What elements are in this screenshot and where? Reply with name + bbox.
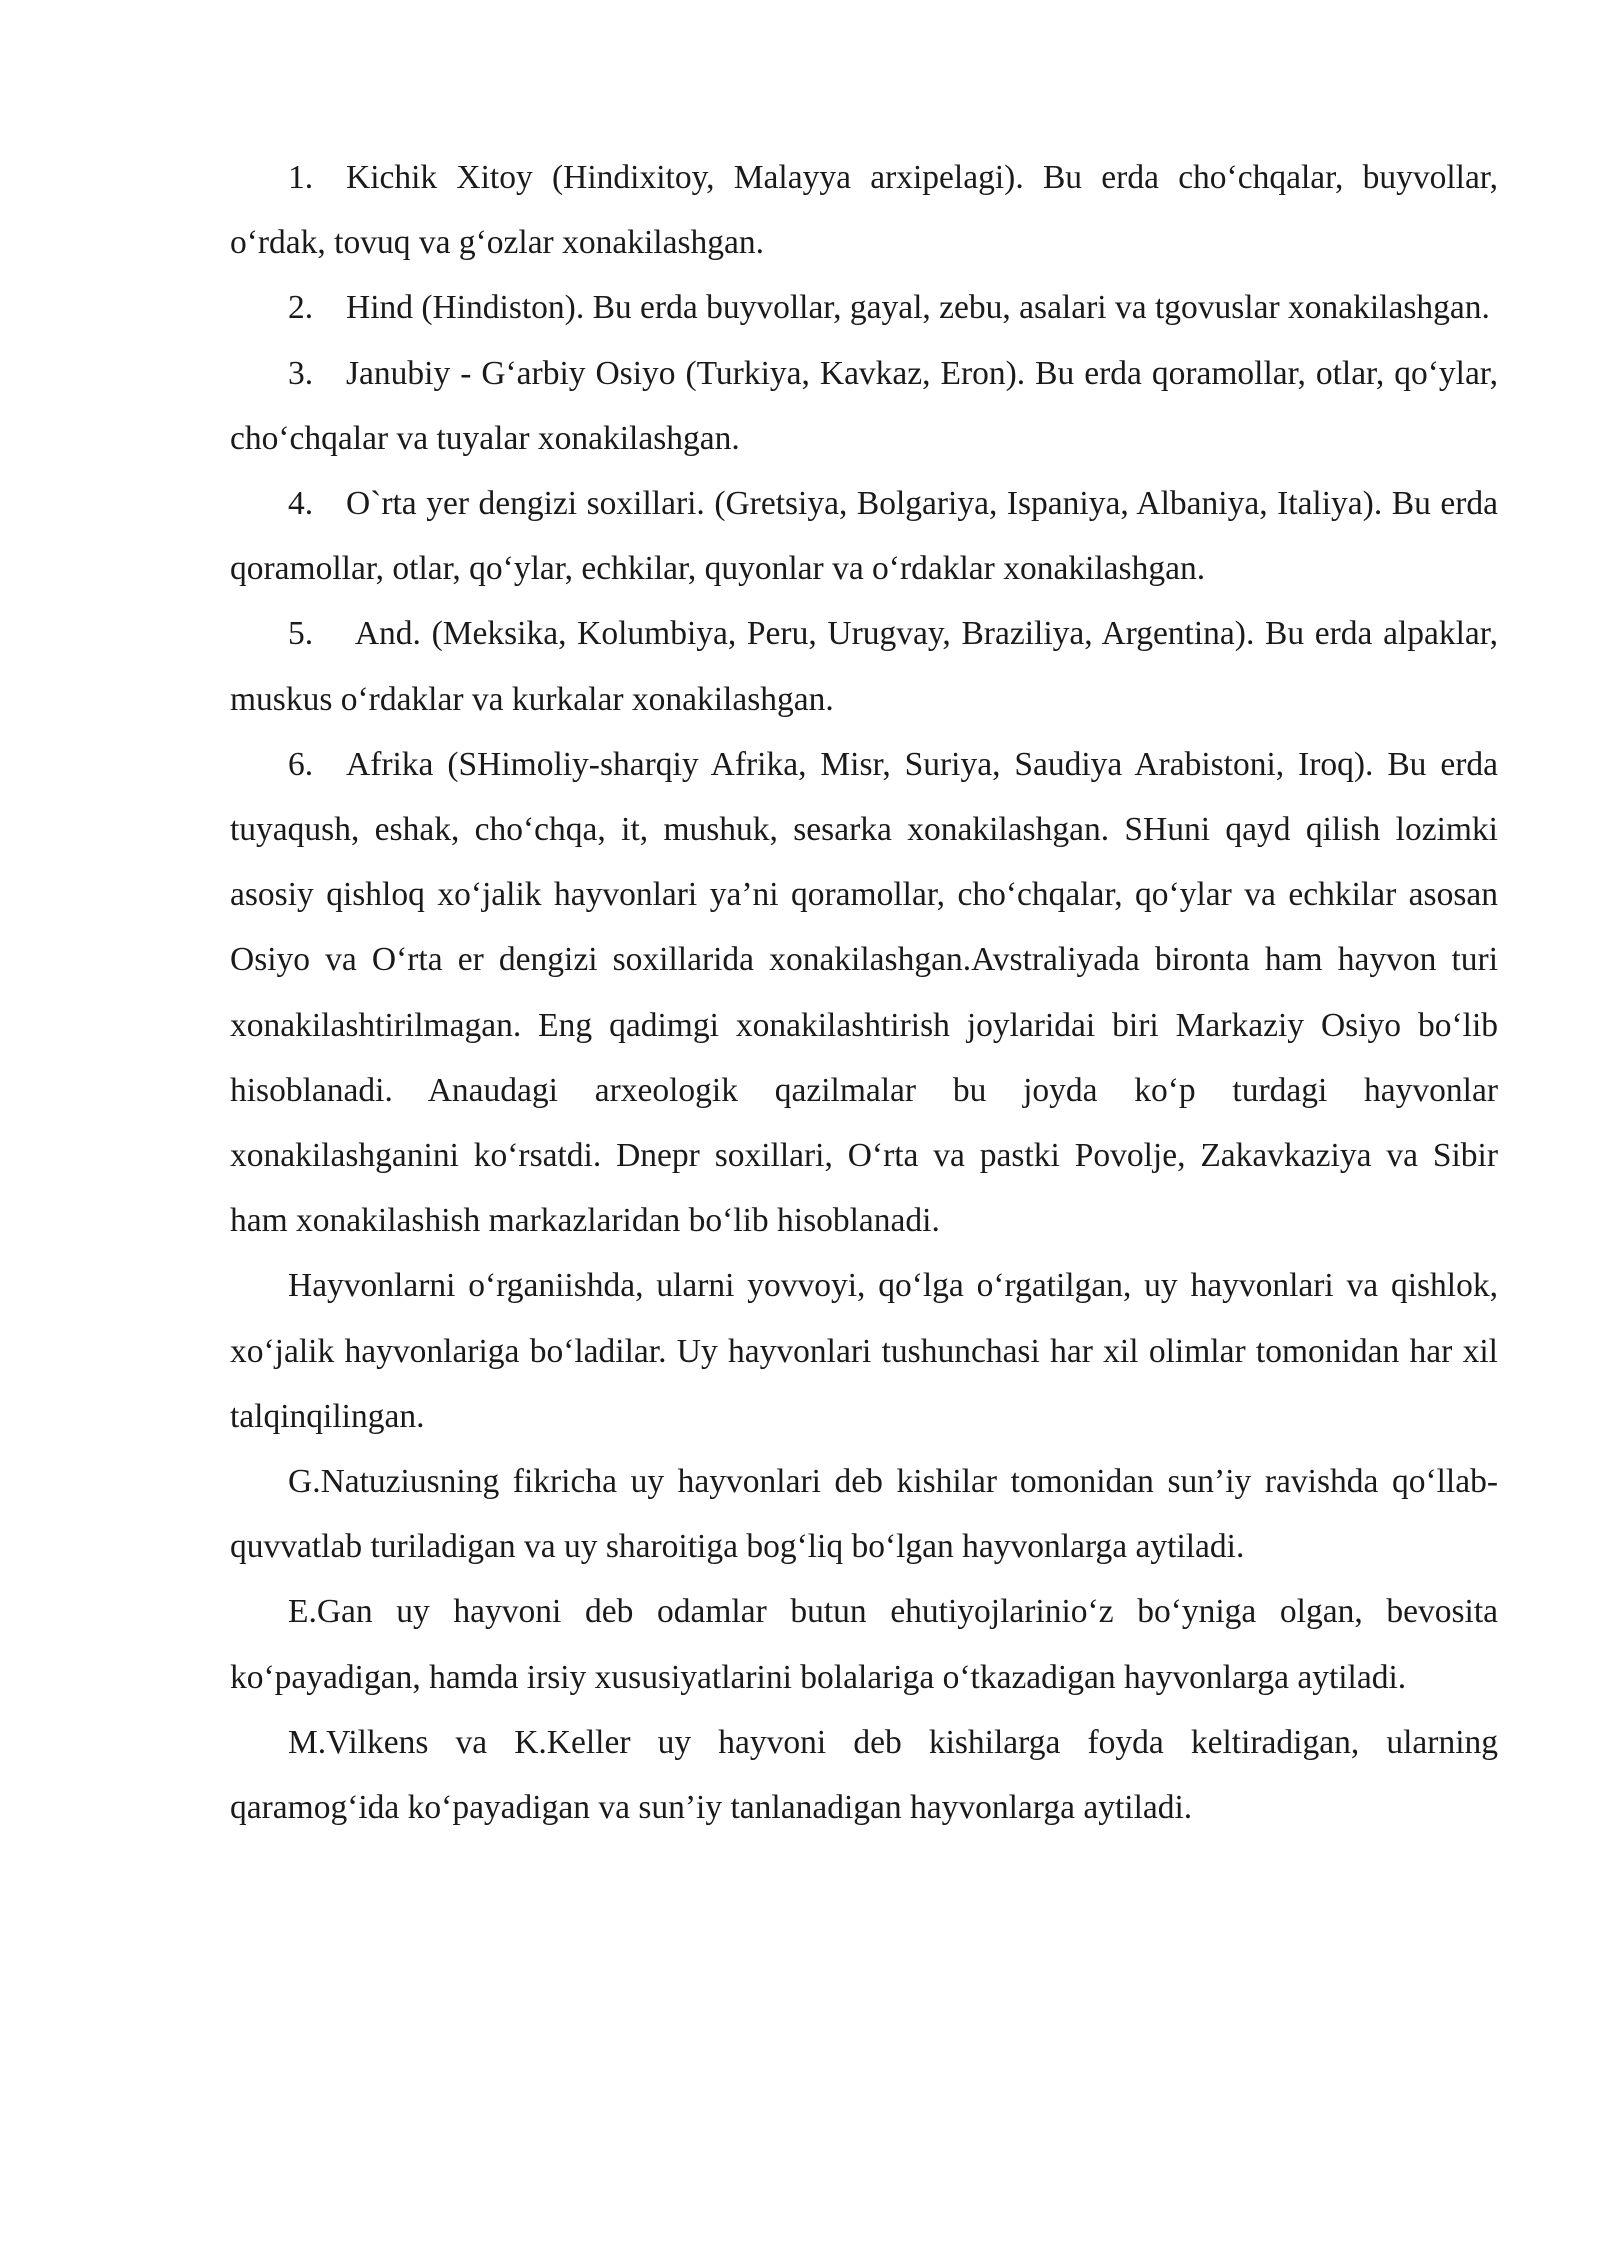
body-paragraph-1: Hayvonlarni o‘rganiishda, ularni yovvoyi, qo‘lga o‘rgatilgan, uy hayvonlari va qishlok, xo‘jalik hayvonlariga bo‘ladilar. Uy hayvonlari tushunchasi har xil olimlar tomonidan har xil talqinqilingan. <box>230 1267 1498 1435</box>
list-item-text: O`rta yer dengizi soxillari. (Gretsiya, Bolgariya, Ispaniya, Albaniya, Italiya). Bu erda qoramollar, otlar, qo‘ylar, echkilar, quyonlar va o‘rdaklar xonakilashgan. <box>230 485 1498 588</box>
list-item-2 <box>230 275 1498 340</box>
body-paragraph-3: E.Gan uy hayvoni deb odamlar butun ehutiyojlarinio‘z bo‘yniga olgan, bevosita ko‘payadigan, hamda irsiy xususiyatlarini bolalariga o‘tkazadigan hayvonlarga aytiladi. <box>230 1593 1498 1696</box>
document-page <box>230 145 1498 1840</box>
list-item-text: Janubiy - G‘arbiy Osiyo (Turkiya, Kavkaz, Eron). Bu erda qoramollar, otlar, qo‘ylar, cho‘chqalar va tuyalar xonakilashgan. <box>230 354 1498 457</box>
list-item-text: Hind (Hindiston). Bu erda buyvollar, gayal, zebu, asalari va tgovuslar xonakilashgan. <box>346 289 1490 327</box>
list-item-5 <box>230 601 1498 731</box>
list-number: 2. <box>288 289 314 327</box>
list-item-text: And. (Meksika, Kolumbiya, Peru, Urugvay, Braziliya, Argentina). Bu erda alpaklar, muskus o‘rdaklar va kurkalar xonakilashgan. <box>230 615 1498 718</box>
body-paragraph-2: G.Natuziusning fikricha uy hayvonlari deb kishilar tomonidan sun’iy ravishda qo‘llab-quvvatlab turiladigan va uy sharoitiga bog‘liq bo‘lgan hayvonlarga aytiladi. <box>230 1463 1498 1566</box>
list-item-4 <box>230 471 1498 601</box>
list-number: 5. <box>288 615 314 653</box>
list-item-1 <box>230 145 1498 275</box>
list-item-3 <box>230 341 1498 471</box>
list-number: 3. <box>288 354 314 392</box>
list-item-6 <box>230 732 1498 1254</box>
list-item-text: Afrika (SHimoliy-sharqiy Afrika, Misr, Suriya, Saudiya Arabistoni, Iroq). Bu erda tuyaqush, eshak, cho‘chqa, it, mushuk, sesarka xonakilashgan. SHuni qayd qilish lozimki asosiy qishloq xo‘jalik hayvonlari ya’ni qoramollar, cho‘chqalar, qo‘ylar va echkilar asosan Osiyo va O‘rta er dengizi soxillarida xonakilashgan.Avstraliyada bironta ham hayvon turi xonakilashtirilmagan. Eng qadimgi xonakilashtirish joylaridai biri Markaziy Osiyo bo‘lib hisoblanadi. Anaudagi arxeologik qazilmalar bu joyda ko‘p turdagi hayvonlar xonakilashganini ko‘rsatdi. Dnepr soxillari, O‘rta va pastki Povolje, Zakavkaziya va Sibir ham xonakilashish markazlaridan bo‘lib hisoblanadi. <box>230 745 1498 1240</box>
body-paragraph-4: M.Vilkens va K.Keller uy hayvoni deb kishilarga foyda keltiradigan, ularning qaramog‘ida ko‘payadigan va sun’iy tanlanadigan hayvonlarga aytiladi. <box>230 1723 1498 1827</box>
list-item-text: Kichik Xitoy (Hindixitoy, Malayya arxipelagi). Bu erda cho‘chqalar, buyvollar, o‘rdak, tovuq va g‘ozlar xonakilashgan. <box>230 159 1498 262</box>
list-number: 4. <box>288 485 314 523</box>
list-number: 1. <box>288 159 314 196</box>
list-number: 6. <box>288 745 314 783</box>
